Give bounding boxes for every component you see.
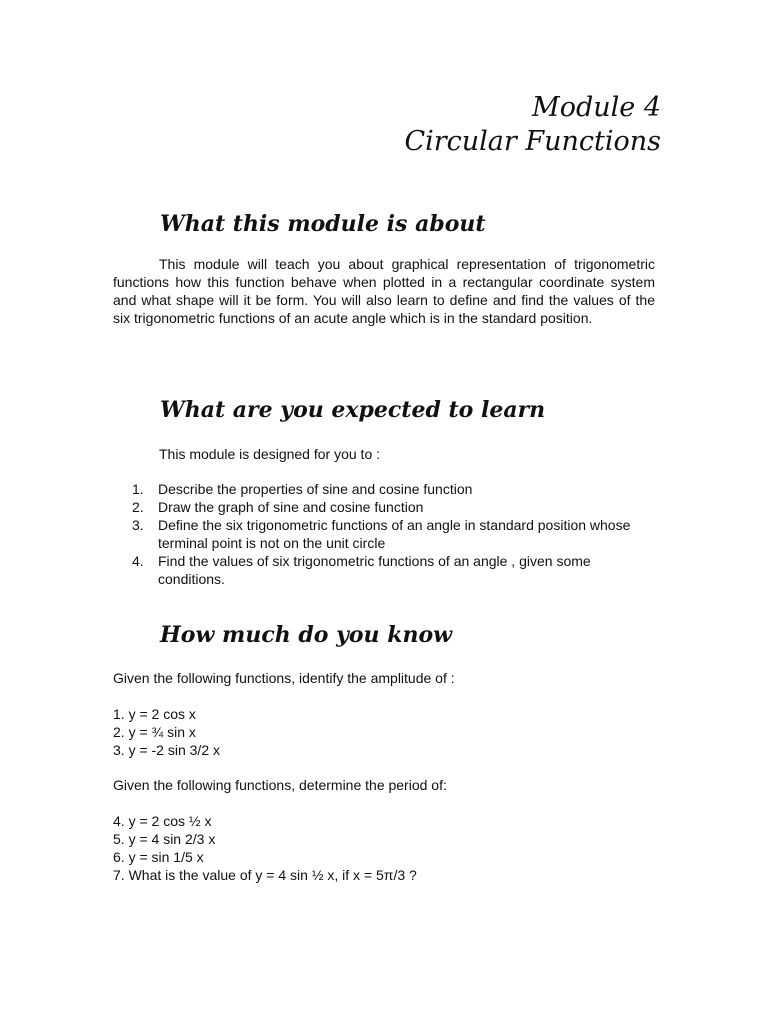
list-item bbox=[132, 480, 652, 498]
module-topic-title: Circular Functions bbox=[404, 126, 661, 157]
list-item-number: 2. bbox=[132, 499, 144, 515]
list-item bbox=[132, 516, 652, 552]
list-item-text: Describe the properties of sine and cosine function bbox=[158, 481, 473, 497]
list-item-text: Define the six trigonometric functions of an angle in standard position whose terminal point is not on the unit circle bbox=[158, 517, 631, 551]
list-item-number: 3. bbox=[132, 517, 144, 533]
list-item-text: Draw the graph of sine and cosine function bbox=[158, 499, 424, 515]
question-item: 1. y = 2 cos x bbox=[113, 706, 196, 722]
list-item-number: 1. bbox=[132, 481, 144, 497]
section-heading-about: What this module is about bbox=[160, 211, 486, 237]
list-item bbox=[132, 552, 652, 588]
section-heading-know: How much do you know bbox=[160, 622, 453, 648]
question-item: 6. y = sin 1/5 x bbox=[113, 849, 204, 865]
list-item-text: Find the values of six trigonometric functions of an angle , given some conditions. bbox=[158, 553, 591, 587]
question-item: 7. What is the value of y = 4 sin ½ x, if x = 5π/3 ? bbox=[113, 867, 417, 883]
about-paragraph: This module will teach you about graphical representation of trigonometric functions how this function behave when plotted in a rectangular coordinate system and what shape will it be form. You will also learn to define and find the values of the six trigonometric functions of an acute angle which is in the standard position. bbox=[113, 256, 655, 326]
learn-intro-text: This module is designed for you to : bbox=[159, 446, 381, 462]
question-item: 2. y = ¾ sin x bbox=[113, 724, 196, 740]
question-item: 5. y = 4 sin 2/3 x bbox=[113, 831, 216, 847]
objectives-list bbox=[132, 480, 652, 588]
module-number-title: Module 4 bbox=[532, 92, 661, 123]
question-item: 4. y = 2 cos ½ x bbox=[113, 813, 212, 829]
list-item-number: 4. bbox=[132, 553, 144, 569]
period-instruction: Given the following functions, determine the period of: bbox=[113, 777, 447, 793]
list-item bbox=[132, 498, 652, 516]
section-heading-learn: What are you expected to learn bbox=[160, 397, 546, 423]
amplitude-instruction: Given the following functions, identify the amplitude of : bbox=[113, 670, 455, 686]
question-item: 3. y = -2 sin 3/2 x bbox=[113, 742, 220, 758]
